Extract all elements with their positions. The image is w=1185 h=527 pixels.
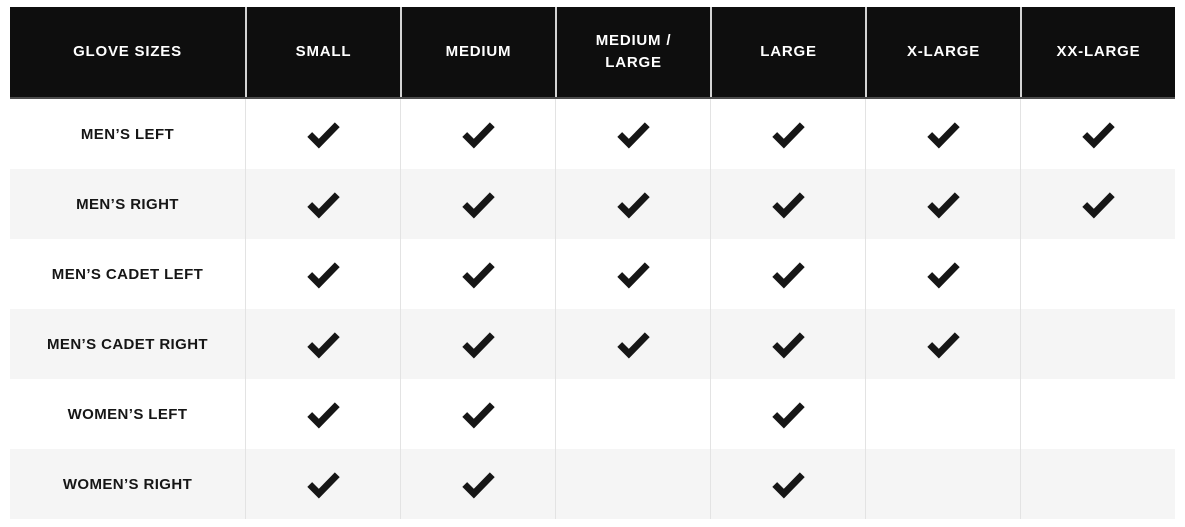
column-header-label: SMALL: [295, 42, 352, 60]
check-icon: [461, 260, 496, 289]
check-icon: [461, 120, 496, 149]
availability-cell-checked: [710, 99, 865, 169]
table-row: [10, 239, 1175, 309]
check-icon: [306, 190, 341, 219]
check-icon: [461, 400, 496, 429]
availability-cell-checked: [865, 239, 1020, 309]
check-icon: [771, 330, 806, 359]
table-row: [10, 99, 1175, 169]
availability-cell-checked: [865, 169, 1020, 239]
table-row: [10, 309, 1175, 379]
check-icon: [1081, 120, 1116, 149]
column-header-medium: [400, 7, 555, 97]
table-body: [10, 99, 1175, 519]
row-label: MEN’S LEFT: [80, 125, 175, 143]
column-header-xx-large: [1020, 7, 1175, 97]
availability-cell-checked: [1020, 99, 1175, 169]
availability-cell-empty: [555, 379, 710, 449]
size-availability-table: [10, 7, 1175, 519]
column-header-label: LARGE: [760, 42, 817, 60]
column-header-large: [710, 7, 865, 97]
check-icon: [771, 190, 806, 219]
check-icon: [306, 400, 341, 429]
check-icon: [926, 260, 961, 289]
check-icon: [461, 330, 496, 359]
availability-cell-checked: [245, 379, 400, 449]
row-label: WOMEN’S RIGHT: [62, 475, 193, 493]
check-icon: [1081, 190, 1116, 219]
column-header-label: XX-LARGE: [1056, 42, 1141, 60]
column-header-glove-sizes: [10, 7, 245, 97]
row-label: MEN’S CADET LEFT: [51, 265, 204, 283]
availability-cell-checked: [555, 309, 710, 379]
availability-cell-empty: [1020, 379, 1175, 449]
check-icon: [461, 190, 496, 219]
row-label: MEN’S CADET RIGHT: [47, 335, 208, 353]
table-title: GLOVE SIZES: [73, 42, 182, 60]
check-icon: [616, 260, 651, 289]
availability-cell-checked: [710, 379, 865, 449]
availability-cell-checked: [555, 239, 710, 309]
check-icon: [926, 120, 961, 149]
availability-cell-checked: [400, 239, 555, 309]
availability-cell-checked: [245, 449, 400, 519]
availability-cell-empty: [865, 379, 1020, 449]
availability-cell-empty: [1020, 239, 1175, 309]
check-icon: [926, 330, 961, 359]
availability-cell-empty: [1020, 309, 1175, 379]
check-icon: [771, 400, 806, 429]
row-label: WOMEN’S LEFT: [67, 405, 188, 423]
availability-cell-checked: [400, 379, 555, 449]
check-icon: [461, 470, 496, 499]
availability-cell-empty: [555, 449, 710, 519]
availability-cell-empty: [865, 449, 1020, 519]
check-icon: [306, 260, 341, 289]
column-header-label: MEDIUM: [445, 42, 512, 60]
availability-cell-checked: [400, 99, 555, 169]
availability-cell-checked: [710, 449, 865, 519]
check-icon: [306, 330, 341, 359]
availability-cell-checked: [400, 309, 555, 379]
row-label: MEN’S RIGHT: [76, 195, 179, 213]
check-icon: [616, 120, 651, 149]
availability-cell-checked: [245, 309, 400, 379]
header-row: [10, 7, 1175, 99]
table-row: [10, 169, 1175, 239]
column-header-small: [245, 7, 400, 97]
availability-cell-checked: [710, 309, 865, 379]
check-icon: [771, 470, 806, 499]
availability-cell-checked: [400, 449, 555, 519]
availability-cell-checked: [400, 169, 555, 239]
availability-cell-checked: [245, 169, 400, 239]
check-icon: [771, 260, 806, 289]
availability-cell-checked: [710, 169, 865, 239]
check-icon: [306, 470, 341, 499]
check-icon: [616, 190, 651, 219]
check-icon: [771, 120, 806, 149]
availability-cell-checked: [1020, 169, 1175, 239]
availability-cell-checked: [555, 99, 710, 169]
column-header-label: MEDIUM / LARGE: [595, 31, 672, 71]
availability-cell-empty: [1020, 449, 1175, 519]
availability-cell-checked: [555, 169, 710, 239]
column-header-x-large: [865, 7, 1020, 97]
check-icon: [306, 120, 341, 149]
table-row: [10, 449, 1175, 519]
check-icon: [616, 330, 651, 359]
table-row: [10, 379, 1175, 449]
availability-cell-checked: [245, 99, 400, 169]
availability-cell-checked: [710, 239, 865, 309]
column-header-medium-large: [555, 7, 710, 97]
check-icon: [926, 190, 961, 219]
availability-cell-checked: [865, 309, 1020, 379]
availability-cell-checked: [245, 239, 400, 309]
availability-cell-checked: [865, 99, 1020, 169]
column-header-label: X-LARGE: [906, 42, 981, 60]
